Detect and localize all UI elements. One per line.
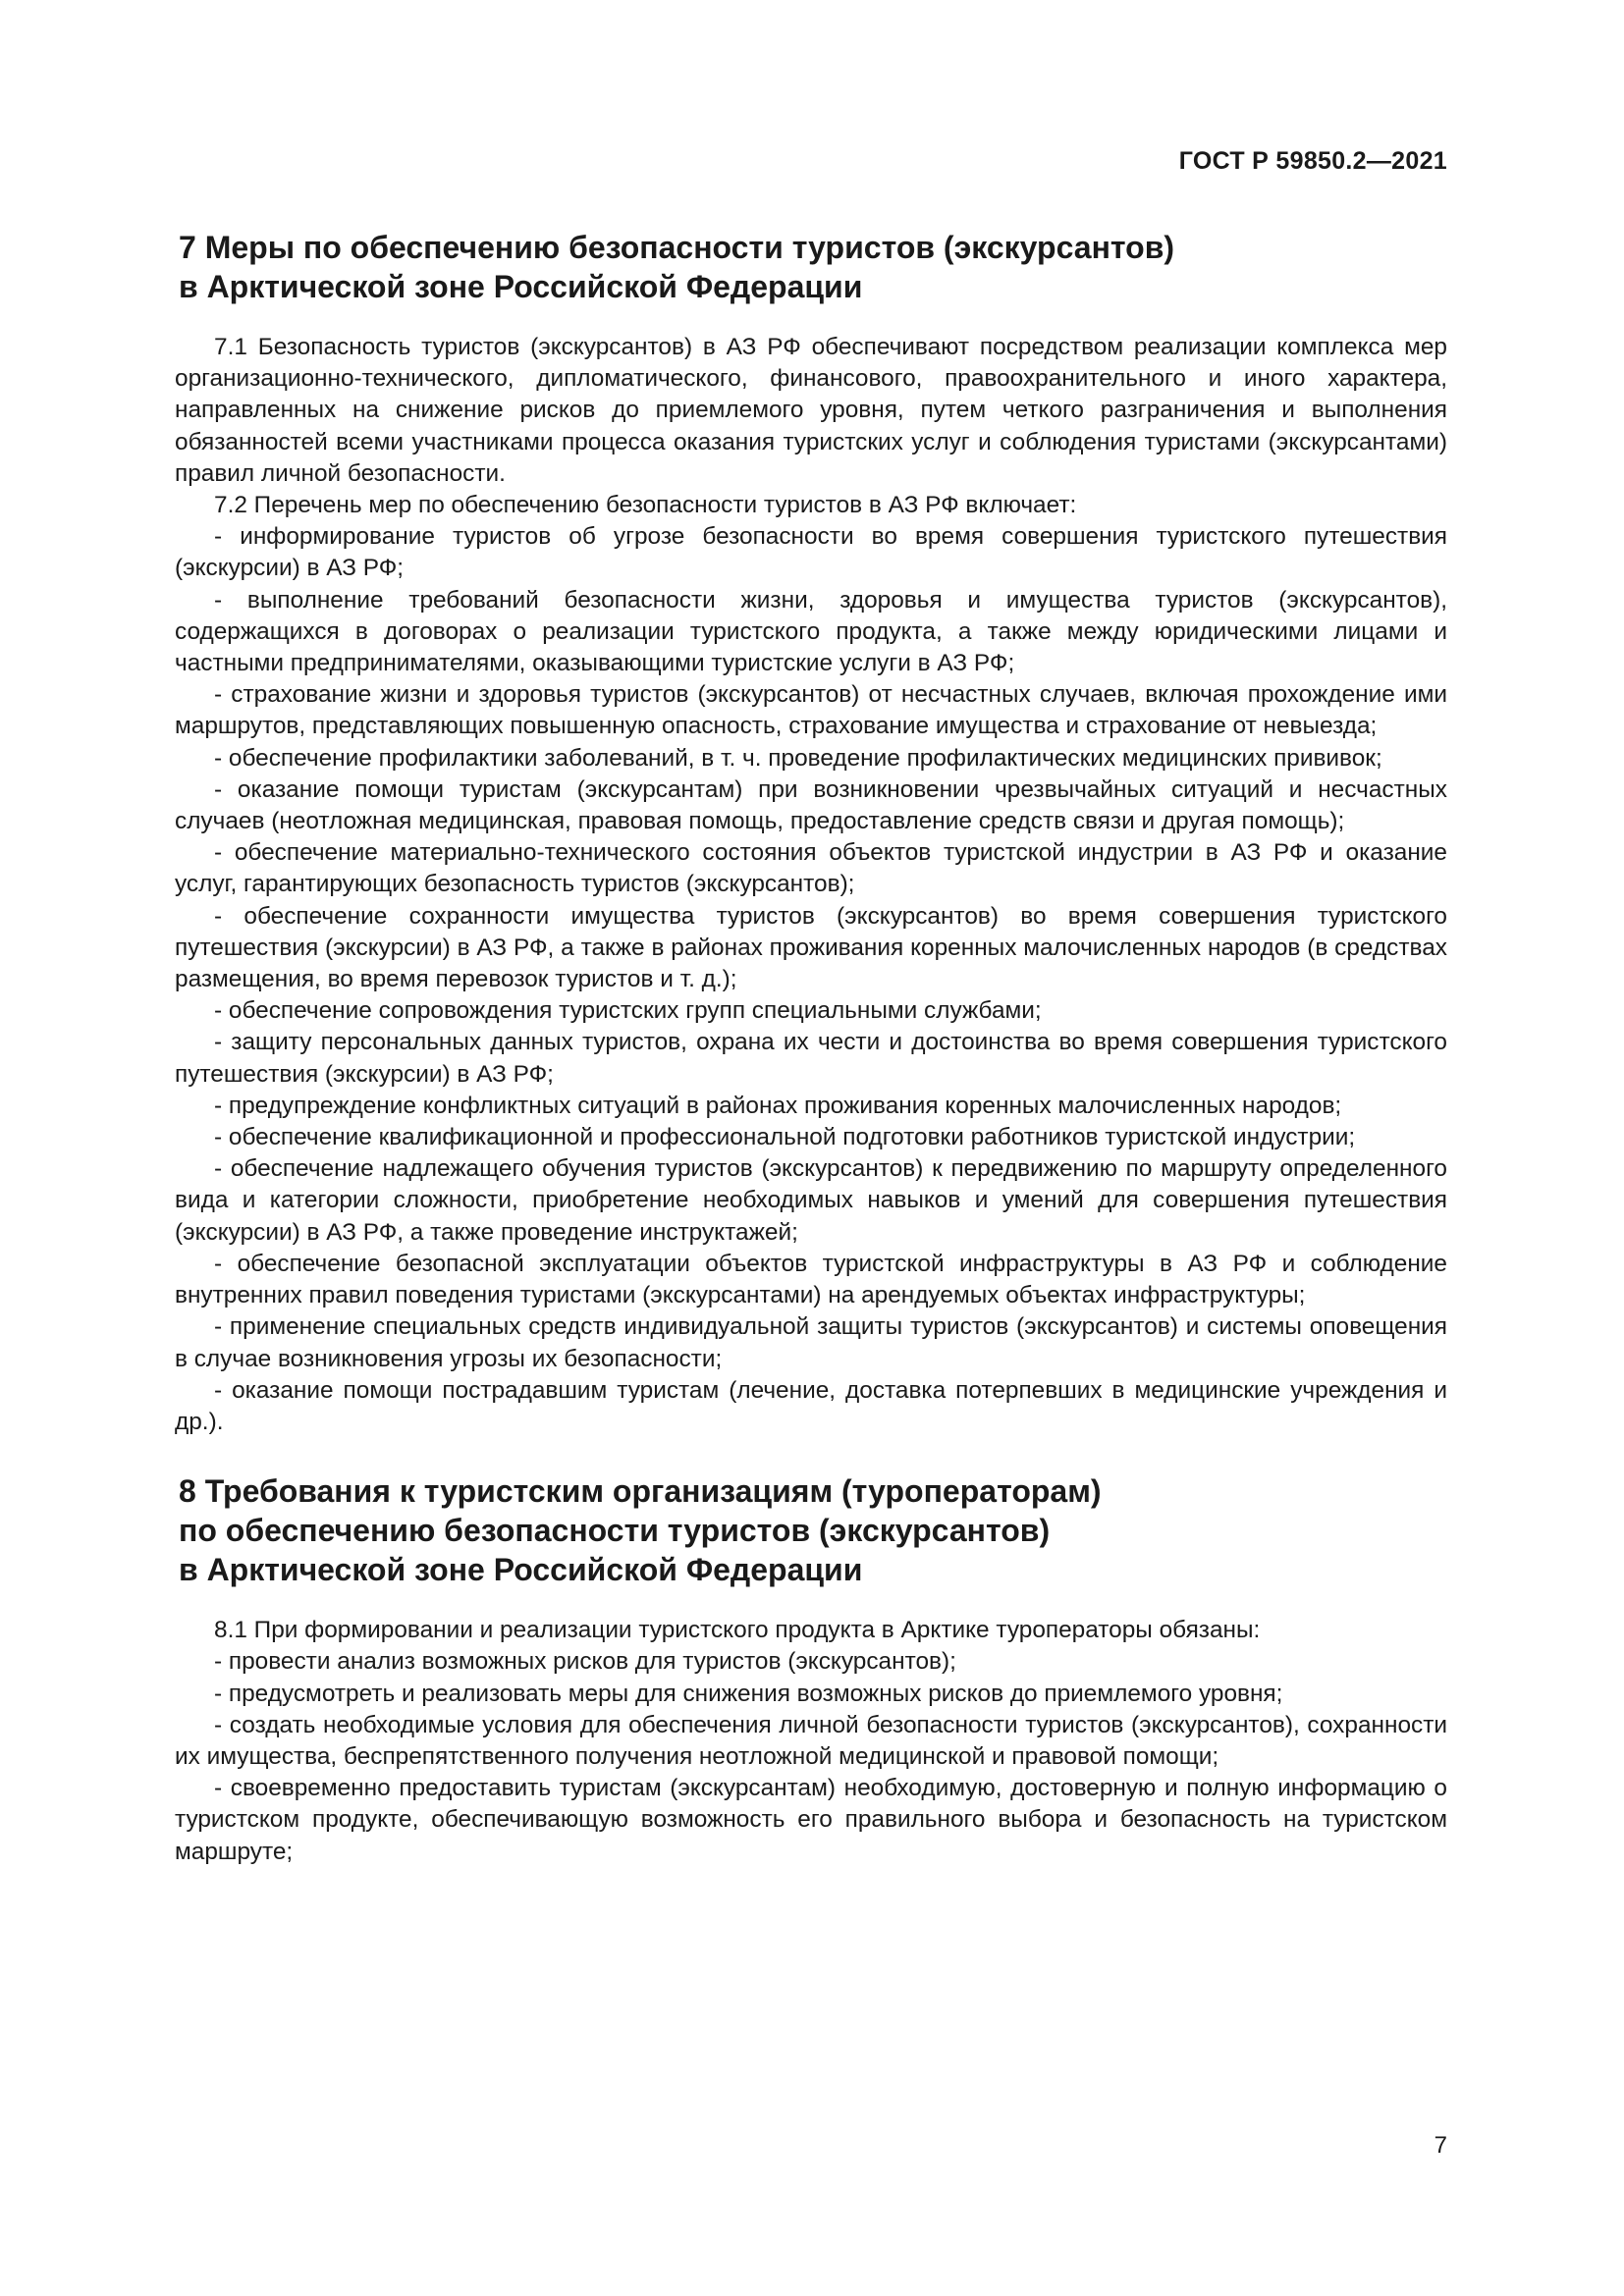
section-8-heading-line-1: 8 Требования к туристским организациям (туроператорам) [179,1473,1102,1510]
section-7-body [175,332,1447,1438]
paragraph-7-2: 7.2 Перечень мер по обеспечению безопасности туристов в АЗ РФ включает: [214,492,1077,519]
list-item: - обеспечение профилактики заболеваний, в т. ч. проведение профилактических медицинских прививок; [214,744,1382,772]
section-7-heading [175,228,1447,306]
list-item: - применение специальных средств индивидуальной защиты туристов (экскурсантов) и системы оповещения в случае возникновения угрозы их безопасности; [175,1313,1447,1372]
list-item: - оказание помощи туристам (экскурсантам) при возникновении чрезвычайных ситуаций и несчастных случаев (неотложная медицинская, правовая помощь, предоставление средств связи и другая помощь); [175,775,1447,835]
section-8-heading-line-2: по обеспечению безопасности туристов (экскурсантов) [179,1513,1051,1549]
list-item: - обеспечение квалификационной и профессиональной подготовки работников туристской индустрии; [214,1124,1356,1151]
list-item: - выполнение требований безопасности жизни, здоровья и имущества туристов (экскурсантов), содержащихся в договорах о реализации туристского продукта, а также между юридическими лицами и частными предпринимателями, оказывающими туристские услуги в АЗ РФ; [175,586,1447,677]
page-content [175,228,1447,1868]
section-8-heading [175,1471,1447,1589]
list-item: - предусмотреть и реализовать меры для снижения возможных рисков до приемлемого уровня; [214,1680,1283,1707]
section-8-heading-line-3: в Арктической зоне Российской Федерации [179,1552,863,1588]
page-number: 7 [1434,2132,1447,2159]
list-item: - защиту персональных данных туристов, охрана их чести и достоинства во время совершения туристского путешествия (экскурсии) в АЗ РФ; [175,1029,1447,1088]
section-8-body [175,1615,1447,1868]
list-item: - страхование жизни и здоровья туристов (экскурсантов) от несчастных случаев, включая прохождение ими маршрутов, представляющих повышенную опасность, страхование имущества и страхование от невыезда; [175,681,1447,740]
list-item: - своевременно предоставить туристам (экскурсантам) необходимую, достоверную и полную информацию о туристском продукте, обеспечивающую возможность его правильного выбора и безопасность на туристском маршруте; [175,1775,1447,1865]
paragraph-7-1: 7.1 Безопасность туристов (экскурсантов) в АЗ РФ обеспечивают посредством реализации комплекса мер организационно-технического, дипломатического, финансового, правоохранительного и иного характера, направленных на снижение рисков до приемлемого уровня, путем четкого разграничения и выполнения обязанностей всеми участниками процесса оказания туристских услуг и соблюдения туристами (экскурсантами) правил личной безопасности. [175,334,1447,487]
list-item: - информирование туристов об угрозе безопасности во время совершения туристского путешествия (экскурсии) в АЗ РФ; [175,523,1447,582]
list-item: - обеспечение материально-технического состояния объектов туристской индустрии в АЗ РФ и оказание услуг, гарантирующих безопасность туристов (экскурсантов); [175,839,1447,898]
list-item: - провести анализ возможных рисков для туристов (экскурсантов); [214,1648,956,1676]
section-7-heading-line-1: 7 Меры по обеспечению безопасности туристов (экскурсантов) [179,230,1175,265]
list-item: - создать необходимые условия для обеспечения личной безопасности туристов (экскурсантов), сохранности их имущества, беспрепятственного получения неотложной медицинской и правовой помощи; [175,1711,1447,1770]
list-item: - оказание помощи пострадавшим туристам (лечение, доставка потерпевших в медицинские учреждения и др.). [175,1376,1447,1435]
list-item: - обеспечение сопровождения туристских групп специальными службами; [214,997,1042,1025]
list-item: - обеспечение безопасной эксплуатации объектов туристской инфраструктуры в АЗ РФ и соблюдение внутренних правил поведения туристами (экскурсантами) на арендуемых объектах инфраструктуры; [175,1250,1447,1309]
paragraph-8-1: 8.1 При формировании и реализации туристского продукта в Арктике туроператоры обязаны: [214,1617,1261,1644]
list-item: - обеспечение надлежащего обучения туристов (экскурсантов) к передвижению по маршруту определенного вида и категории сложности, приобретение необходимых навыков и умений для совершения путешествия (экскурсии) в АЗ РФ, а также проведение инструктажей; [175,1155,1447,1246]
list-item: - предупреждение конфликтных ситуаций в районах проживания коренных малочисленных народов; [214,1092,1342,1119]
section-7-heading-line-2: в Арктической зоне Российской Федерации [179,269,863,304]
list-item: - обеспечение сохранности имущества туристов (экскурсантов) во время совершения туристского путешествия (экскурсии) в АЗ РФ, а также в районах проживания коренных малочисленных народов (в средствах размещения, во время перевозок туристов и т. д.); [175,902,1447,993]
document-code-header: ГОСТ Р 59850.2—2021 [1178,147,1447,175]
